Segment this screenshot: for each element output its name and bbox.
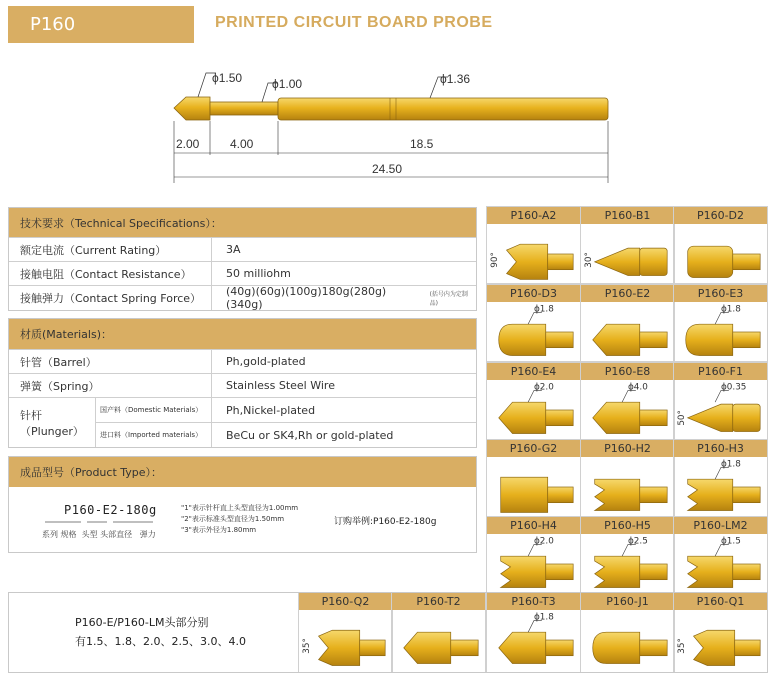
imported-label: 进口料（Imported materials）	[96, 423, 212, 447]
custom-note: (括号内为定制品)	[429, 291, 468, 307]
tip-name: P160-D2	[674, 207, 767, 224]
dim-tip-diameter: ϕ1.50	[212, 71, 243, 85]
tech-spec-header: 技术要求（Technical Specifications）：	[9, 208, 476, 237]
material-value: Stainless Steel Wire	[226, 379, 335, 392]
tip-name: P160-D3	[487, 285, 580, 302]
tip-drawing	[487, 302, 581, 362]
tip-cell	[580, 516, 675, 594]
dim-barrel-length: 18.5	[410, 137, 434, 151]
note-line: "2"表示标准头型直径为1.50mm	[181, 515, 285, 523]
dim-tip-length: 2.00	[176, 137, 200, 151]
tip-cell	[486, 516, 581, 594]
tip-angle-label: 35°	[301, 638, 312, 654]
product-code: P160-E2-180g	[64, 503, 157, 517]
code-underlines	[43, 518, 173, 528]
table-row	[9, 349, 476, 373]
spec-value: 50 milliohm	[226, 267, 291, 280]
spec-value: 3A	[226, 243, 241, 256]
tip-name: P160-E2	[581, 285, 674, 302]
tip-name: P160-E3	[674, 285, 767, 302]
tip-name: P160-G2	[487, 440, 580, 457]
spring-force-values: (40g)(60g)(100g)180g(280g)(340g)	[226, 285, 387, 311]
plunger-label: 针杆（Plunger）	[9, 398, 96, 447]
tip-name: P160-F1	[674, 363, 767, 380]
plunger-domestic-row	[96, 398, 476, 422]
tip-diameter-label: ϕ2.0	[534, 382, 554, 393]
tip-diameter-label: ϕ1.8	[534, 304, 554, 315]
domestic-label: 国产料（Domestic Materials）	[96, 398, 212, 422]
dim-barrel-diameter: ϕ1.36	[440, 72, 471, 86]
bottom-line-1: P160-E/P160-LM头部分别	[75, 616, 209, 629]
tip-diameter-label: ϕ1.8	[721, 304, 741, 315]
dim-total-length: 24.50	[372, 162, 403, 176]
tip-diameter-label: ϕ0.35	[721, 382, 747, 393]
tip-name: P160-Q2	[299, 593, 392, 610]
table-row	[9, 261, 476, 285]
tip-drawing	[581, 380, 675, 440]
tip-drawing	[674, 380, 768, 440]
tip-diameter-label: ϕ2.0	[534, 536, 554, 547]
spec-label: 接触电阻（Contact Resistance）	[9, 262, 212, 285]
tip-angle-label: 50°	[676, 410, 687, 426]
tip-drawing	[487, 534, 581, 594]
bottom-panel	[8, 592, 768, 673]
table-row	[9, 397, 476, 447]
tip-cell	[580, 284, 675, 362]
tip-name: P160-H5	[581, 517, 674, 534]
tip-drawing	[487, 224, 581, 284]
tip-drawing	[674, 224, 768, 284]
product-type-header: 成品型号（Product Type）：	[9, 457, 476, 487]
tip-angle-label: 30°	[583, 252, 594, 268]
domestic-value: Ph,Nickel-plated	[226, 403, 316, 417]
tip-name: P160-T3	[487, 593, 580, 610]
model-badge	[8, 6, 194, 43]
note-line: "3"表示外径为1.80mm	[181, 526, 257, 534]
tip-cell	[486, 206, 581, 284]
tip-angle-label: 35°	[676, 638, 687, 654]
tip-drawing	[581, 224, 675, 284]
tip-name: P160-H3	[674, 440, 767, 457]
tip-cell	[486, 362, 581, 440]
material-label: 弹簧（Spring）	[9, 374, 212, 397]
material-label: 针管（Barrel）	[9, 350, 212, 373]
tip-cell	[580, 206, 675, 284]
materials-header: 材质(Materials)：	[9, 319, 476, 349]
tip-name: P160-Q1	[674, 593, 767, 610]
tip-diameter-label: ϕ1.5	[721, 536, 741, 547]
tip-cell	[486, 439, 581, 517]
tip-name: P160-H4	[487, 517, 580, 534]
code-parts: 系列 规格 头型 头部直径 弹力	[42, 530, 156, 539]
tip-diameter-label: ϕ4.0	[628, 382, 648, 393]
table-row	[9, 237, 476, 261]
table-row	[9, 285, 476, 310]
tip-drawing	[487, 380, 581, 440]
table-row	[9, 373, 476, 397]
model-label: P160	[30, 14, 76, 35]
tip-cell	[673, 439, 768, 517]
tip-name: P160-B1	[581, 207, 674, 224]
dim-neck-diameter: ϕ1.00	[272, 77, 303, 91]
spec-label: 额定电流（Current Rating）	[9, 238, 212, 261]
dim-neck-length: 4.00	[230, 137, 254, 151]
tip-name: P160-H2	[581, 440, 674, 457]
tip-name: P160-E8	[581, 363, 674, 380]
tip-name: P160-LM2	[674, 517, 767, 534]
plunger-imported-row	[96, 422, 476, 447]
tip-cell	[673, 516, 768, 594]
product-notes	[181, 503, 298, 536]
imported-value: BeCu or SK4,Rh or gold-plated	[226, 428, 394, 442]
tip-drawing	[581, 457, 675, 517]
tip-cell	[486, 284, 581, 362]
tip-diameter-label: ϕ2.5	[628, 536, 648, 547]
page-title: PRINTED CIRCUIT BOARD PROBE	[215, 14, 493, 31]
tip-diameter-label: ϕ1.8	[721, 459, 741, 470]
tip-cell	[673, 284, 768, 362]
tip-drawing	[674, 534, 768, 594]
tip-cell	[580, 439, 675, 517]
tip-cell	[673, 362, 768, 440]
spec-value	[212, 286, 476, 310]
spec-label: 接触弹力（Contact Spring Force）	[9, 286, 212, 310]
tip-drawing	[674, 302, 768, 362]
tip-name: P160-A2	[487, 207, 580, 224]
order-example: 订购举例:P160-E2-180g	[334, 517, 437, 527]
tip-angle-label: 90°	[489, 252, 500, 268]
tip-drawing	[581, 302, 675, 362]
tip-name: P160-E4	[487, 363, 580, 380]
tip-cell	[673, 206, 768, 284]
tip-drawing	[674, 457, 768, 517]
tech-spec-panel	[8, 207, 477, 311]
tip-name: P160-T2	[392, 593, 485, 610]
product-type-panel	[8, 456, 477, 553]
tip-diameter-label: ϕ1.8	[534, 612, 554, 623]
material-value: Ph,gold-plated	[226, 355, 306, 368]
tip-cell	[580, 362, 675, 440]
materials-panel	[8, 318, 477, 448]
note-line: "1"表示针杆直上头型直径为1.00mm	[181, 504, 299, 512]
tip-drawing	[581, 534, 675, 594]
tip-drawing	[487, 457, 581, 517]
tip-name: P160-J1	[581, 593, 674, 610]
bottom-line-2: 有1.5、1.8、2.0、2.5、3.0、4.0	[75, 635, 246, 648]
